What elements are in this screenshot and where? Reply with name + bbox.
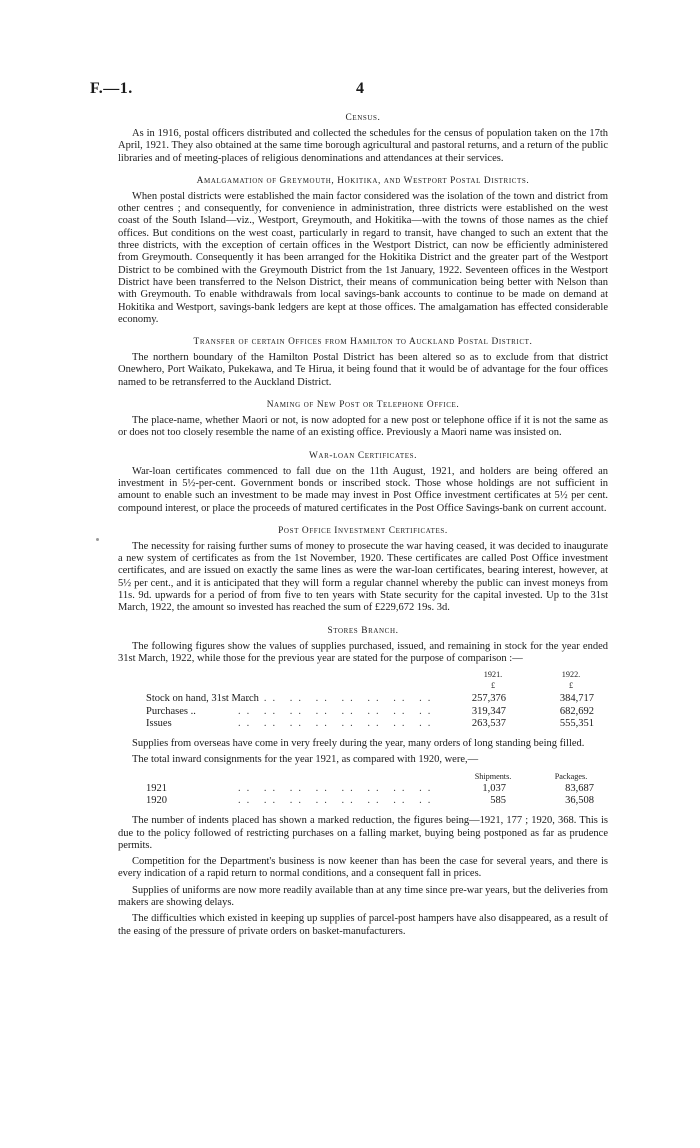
leader-dots: .. .. .. .. .. .. .. ..: [238, 794, 437, 806]
column-header: 1921.: [483, 670, 503, 680]
section-investment: [118, 525, 608, 615]
section-heading: War-loan Certificates.: [308, 450, 418, 461]
table-row: [118, 718, 608, 730]
paragraph: The northern boundary of the Hamilton Postal District has been altered so as to exclude from that district Onewhero, Port Waikato, Pukekawa, and Te Hirua, it being found that it would be of advantage for the four offices named to be retransferred to the Auckland District.: [118, 352, 608, 388]
paragraph: When postal districts were established the main factor considered was the isolation of the town and district from other centres ; and consequently, for convenience in administration, three districts were established on the west coast of the South Island—viz., Westport, Greymouth, and Hokitika—with the towns of those names as the chief offices. But conditions on the west coast, particularly in regard to transit, have changed to such an extent that the three districts, with the exception of certain offices in the Westport District, can now be efficiently administered from Greymouth. Consequently it has been arranged for the Hokitika District and the greater part of the Westport District to be combined with the Greymouth District from the 1st January, 1922. Seventeen offices in the Westport District have been transferred to the Nelson District, their means of communication being better with Nelson than with Greymouth. To enable withdrawals from local savings-bank accounts to continue to be made on demand at Hokitika and Westport, savings-bank ledgers are kept at those offices. The amalgamation has effected considerable economy.: [118, 190, 608, 325]
column-header: 1922.: [561, 670, 581, 680]
leader-dots: .. .. .. .. .. .. .. ..: [238, 705, 437, 717]
table-row: [118, 795, 608, 807]
table-row: [118, 783, 608, 795]
section-heading: Census.: [345, 113, 381, 123]
paragraph: Supplies of uniforms are now more readily available than at any time since pre-war years, but the deliveries from makers are showing delays.: [118, 884, 608, 909]
table-header: [118, 669, 608, 693]
value-1922: 682,692: [559, 705, 594, 717]
section-stores: [118, 625, 608, 938]
row-label: Purchases ..: [146, 705, 196, 717]
section-census: [118, 112, 608, 165]
column-header: Shipments.: [474, 771, 512, 781]
section-heading: Stores Branch.: [327, 625, 399, 636]
value-1921: 319,347: [471, 705, 506, 717]
paragraph: The total inward consignments for the year 1921, as compared with 1920, were,—: [132, 754, 479, 766]
section-amalgamation: [118, 175, 608, 326]
column-header: Packages.: [554, 771, 588, 781]
section-transfer: [118, 336, 608, 389]
value-1921: 263,537: [471, 717, 506, 729]
section-naming: [118, 399, 608, 440]
unit-label: £: [568, 681, 574, 691]
paragraph: The necessity for raising further sums of money to prosecute the war having ceased, it was decided to inaugurate a new system of certificates as from the 1st November, 1920. These certificates are called Post Office investment certificates, and are issued on exactly the same lines as were the war-loan certificates, bearing interest, however, at 5½ per cent., and it is anticipated that they will form a regular channel whereby the public can invest moneys from 11s. 9d. upwards for a period of from five to ten years with State security for the capital invested. Up to the 31st March, 1922, the amount so invested has reached the sum of £229,672 19s. 3d.: [118, 540, 608, 614]
section-heading: Amalgamation of Greymouth, Hokitika, and Westport Postal Districts.: [196, 175, 530, 186]
paragraph: The difficulties which existed in keeping up supplies of parcel-post hampers have also disappeared, as a result of the easing of the pressure of private orders on basket-manufacturers.: [118, 913, 608, 937]
consignments-table: [118, 771, 608, 808]
paragraph: The number of indents placed has shown a marked reduction, the figures being—1921, 177 ; 1920, 368. This is due to the policy followed of restricting purchases on a falling market, buying being postponed as far as prudence permits.: [118, 815, 608, 851]
packages-value: 83,687: [565, 782, 594, 794]
leader-dots: .. .. .. .. .. .. .. ..: [238, 693, 437, 705]
leader-dots: .. .. .. .. .. .. .. ..: [238, 782, 437, 794]
packages-value: 36,508: [565, 794, 594, 806]
series-code: F.—1.: [90, 80, 133, 97]
paragraph: As in 1916, postal officers distributed and collected the schedules for the census of population taken on the 17th April, 1921. They also obtained at the same time borough agricultural and pastoral returns, and a return of the public libraries and of meeting-places of religious denominations and attendances at their services.: [118, 128, 608, 164]
row-label: 1921: [146, 782, 167, 794]
section-heading: Transfer of certain Offices from Hamilton to Auckland Postal District.: [193, 337, 533, 348]
section-heading: Naming of New Post or Telephone Office.: [266, 400, 460, 411]
row-label: Issues: [146, 717, 172, 729]
section-war-loan: [118, 450, 608, 515]
paragraph: Competition for the Department's business is now keener than has been the case for several years, and there is every indication of a rapid return to normal conditions, and a consequent fall in prices.: [118, 856, 608, 880]
leader-dots: .. .. .. .. .. .. .. ..: [238, 717, 437, 729]
scan-speck: [96, 538, 99, 541]
paragraph: The place-name, whether Maori or not, is now adopted for a new post or telephone office if it is not the same as or does not too closely resemble the name of an existing office. Previously a Maori name was insisted on.: [118, 415, 608, 439]
row-label: 1920: [146, 794, 167, 806]
row-label: Stock on hand, 31st March: [146, 693, 259, 705]
value-1922: 555,351: [559, 717, 594, 729]
page-number: 4: [356, 80, 364, 97]
paragraph: Supplies from overseas have come in very freely during the year, many orders of long standing being filled.: [132, 738, 585, 750]
table-header: [118, 771, 608, 783]
paragraph: War-loan certificates commenced to fall due on the 11th August, 1921, and holders are being offered an investment in 5½-per-cent. Government bonds or inscribed stock. Those whose holdings are not sufficient in amount to enable such an investment to be made may invest in Post Office investment certificates at 5½ per cent. compound interest, or place the proceeds of matured certificates in the Post Office Savings-bank on current account.: [118, 465, 608, 514]
document-body: [118, 112, 608, 942]
table-row: [118, 693, 608, 705]
section-heading: Post Office Investment Certificates.: [278, 525, 448, 536]
value-1922: 384,717: [559, 693, 594, 705]
shipments-value: 1,037: [482, 782, 506, 794]
shipments-value: 585: [490, 794, 506, 806]
table-row: [118, 706, 608, 718]
value-1921: 257,376: [471, 693, 506, 705]
paragraph: The following figures show the values of supplies purchased, issued, and remaining in stock for the year ended 31st March, 1922, while those for the previous year are stated for the purpose of comparison :—: [118, 640, 608, 664]
stores-values-table: [118, 669, 608, 730]
unit-label: £: [490, 681, 496, 691]
